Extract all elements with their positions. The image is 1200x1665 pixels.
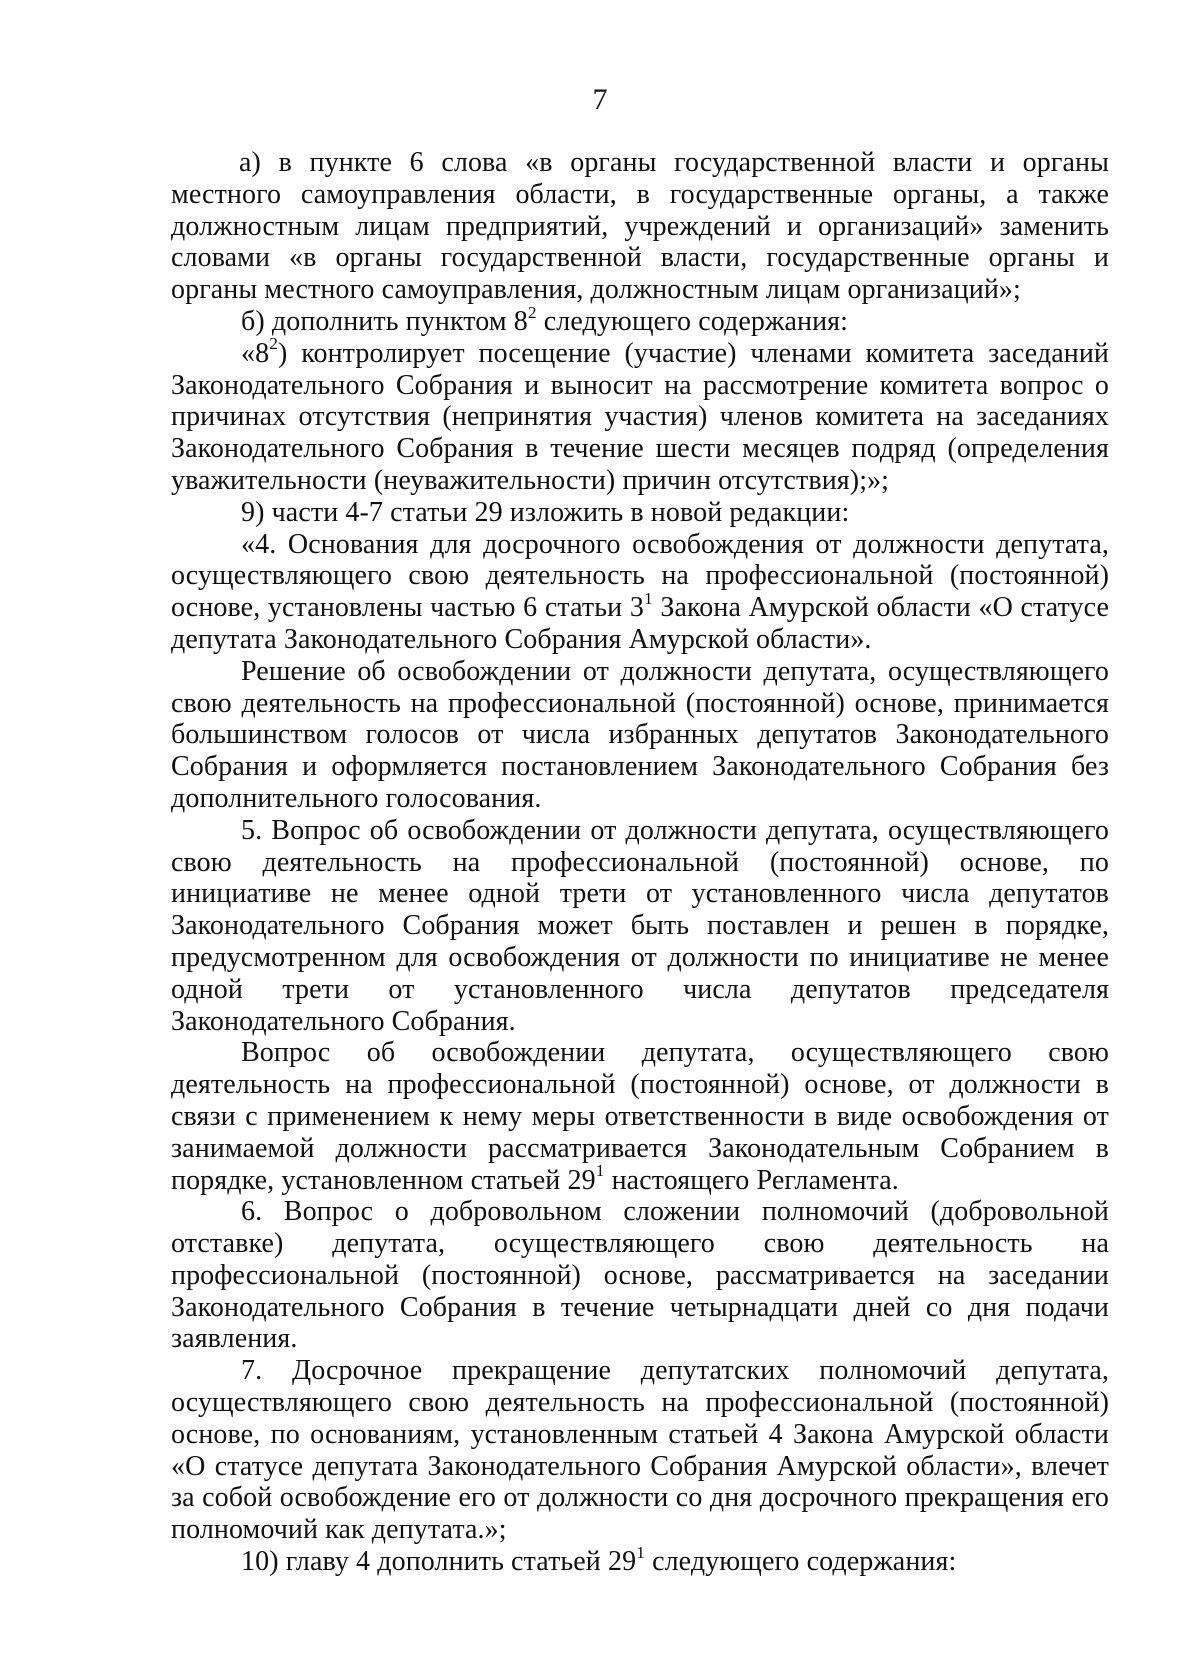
paragraph-p-9: [171, 497, 1109, 529]
superscript: 1: [595, 1161, 605, 1181]
superscript: 2: [269, 334, 278, 354]
paragraph-p-question: [171, 1037, 1109, 1196]
paragraph-p-7: [171, 1355, 1109, 1546]
text-run: «8: [241, 337, 270, 369]
text-run: Вопрос об освобождении депутата, осуществляющего свою деятельность на профессиональной (постоянной) основе, от должности в связи с применением к нему меры ответственности в виде освобождения от занимаемой должности рассматривается Законодательным Собранием в порядке, установленном статьей 29: [171, 1037, 1109, 1196]
paragraph-p-a: [171, 147, 1109, 306]
superscript: 1: [643, 588, 653, 608]
page-number: 7: [592, 83, 608, 116]
text-run: настоящего Регламента.: [604, 1164, 899, 1196]
text-run: 6. Вопрос о добровольном сложении полномочий (добровольной отставке) депутата, осуществляющего свою деятельность на профессиональной (постоянной) основе, рассматривается на заседании Законодательного Собрания в течение четырнадцати дней со дня подачи заявления.: [171, 1196, 1109, 1355]
text-run: Решение об освобождении от должности депутата, осуществляющего свою деятельность на профессиональной (постоянной) основе, принимается большинством голосов от числа избранных депутатов Законодательного Собрания и оформляется постановлением Законодательного Собрания без дополнительного голосования.: [171, 655, 1109, 814]
paragraph-p-82: [171, 334, 1109, 497]
text-run: следующего содержания:: [644, 1546, 957, 1578]
superscript: 1: [636, 1542, 645, 1562]
document-body: [171, 147, 1109, 1578]
text-run: 9) части 4-7 статьи 29 изложить в новой редакции:: [241, 496, 850, 528]
text-run: б) дополнить пунктом 8: [241, 305, 528, 337]
text-run: следующего содержания:: [536, 305, 849, 337]
superscript: 2: [527, 302, 537, 322]
paragraph-p-decision: [171, 656, 1109, 815]
text-run: а) в пункте 6 слова «в органы государственной власти и органы местного самоуправления области, в государственные органы, а также должностным лицам предприятий, учреждений и организаций» заменить словами «в органы государственной власти, государственные органы и органы местного самоуправления, должностным лицам организаций»;: [171, 147, 1109, 306]
paragraph-p-6: [171, 1196, 1109, 1355]
text-run: ) контролирует посещение (участие) членами комитета заседаний Законодательного Собрания и выносит на рассмотрение комитета вопрос о причинах отсутствия (непринятия участия) членов комитета на заседаниях Законодательного Собрания в течение шести месяцев подряд (определения уважительности (неуважительности) причин отсутствия);»;: [171, 337, 1109, 496]
paragraph-p-10: [171, 1542, 1109, 1578]
text-run: Закона Амурской области «О статусе депутата Законодательного Собрания Амурской области».: [171, 592, 1109, 655]
paragraph-p-5: [171, 815, 1109, 1038]
text-run: 7. Досрочное прекращение депутатских полномочий депутата, осуществляющего свою деятельность на профессиональной (постоянной) основе, по основаниям, установленным статьей 4 Закона Амурской области «О статусе депутата Законодательного Собрания Амурской области», влечет за собой освобождение его от должности со дня досрочного прекращения его полномочий как депутата.»;: [171, 1355, 1109, 1546]
text-run: 5. Вопрос об освобождении от должности депутата, осуществляющего свою деятельность на профессиональной (постоянной) основе, по инициативе не менее одной трети от установленного числа депутатов Законодательного Собрания может быть поставлен и решен в порядке, предусмотренном для освобождения от должности по инициативе не менее одной трети от установленного числа депутатов председателя Законодательного Собрания.: [171, 814, 1109, 1037]
text-run: «4. Основания для досрочного освобождения от должности депутата, осуществляющего свою деятельность на профессиональной (постоянной) основе, установлены частью 6 статьи 3: [171, 528, 1109, 624]
paragraph-p-b: [171, 302, 1109, 338]
text-run: 10) главу 4 дополнить статьей 29: [241, 1546, 637, 1578]
paragraph-p-4: [171, 529, 1109, 656]
